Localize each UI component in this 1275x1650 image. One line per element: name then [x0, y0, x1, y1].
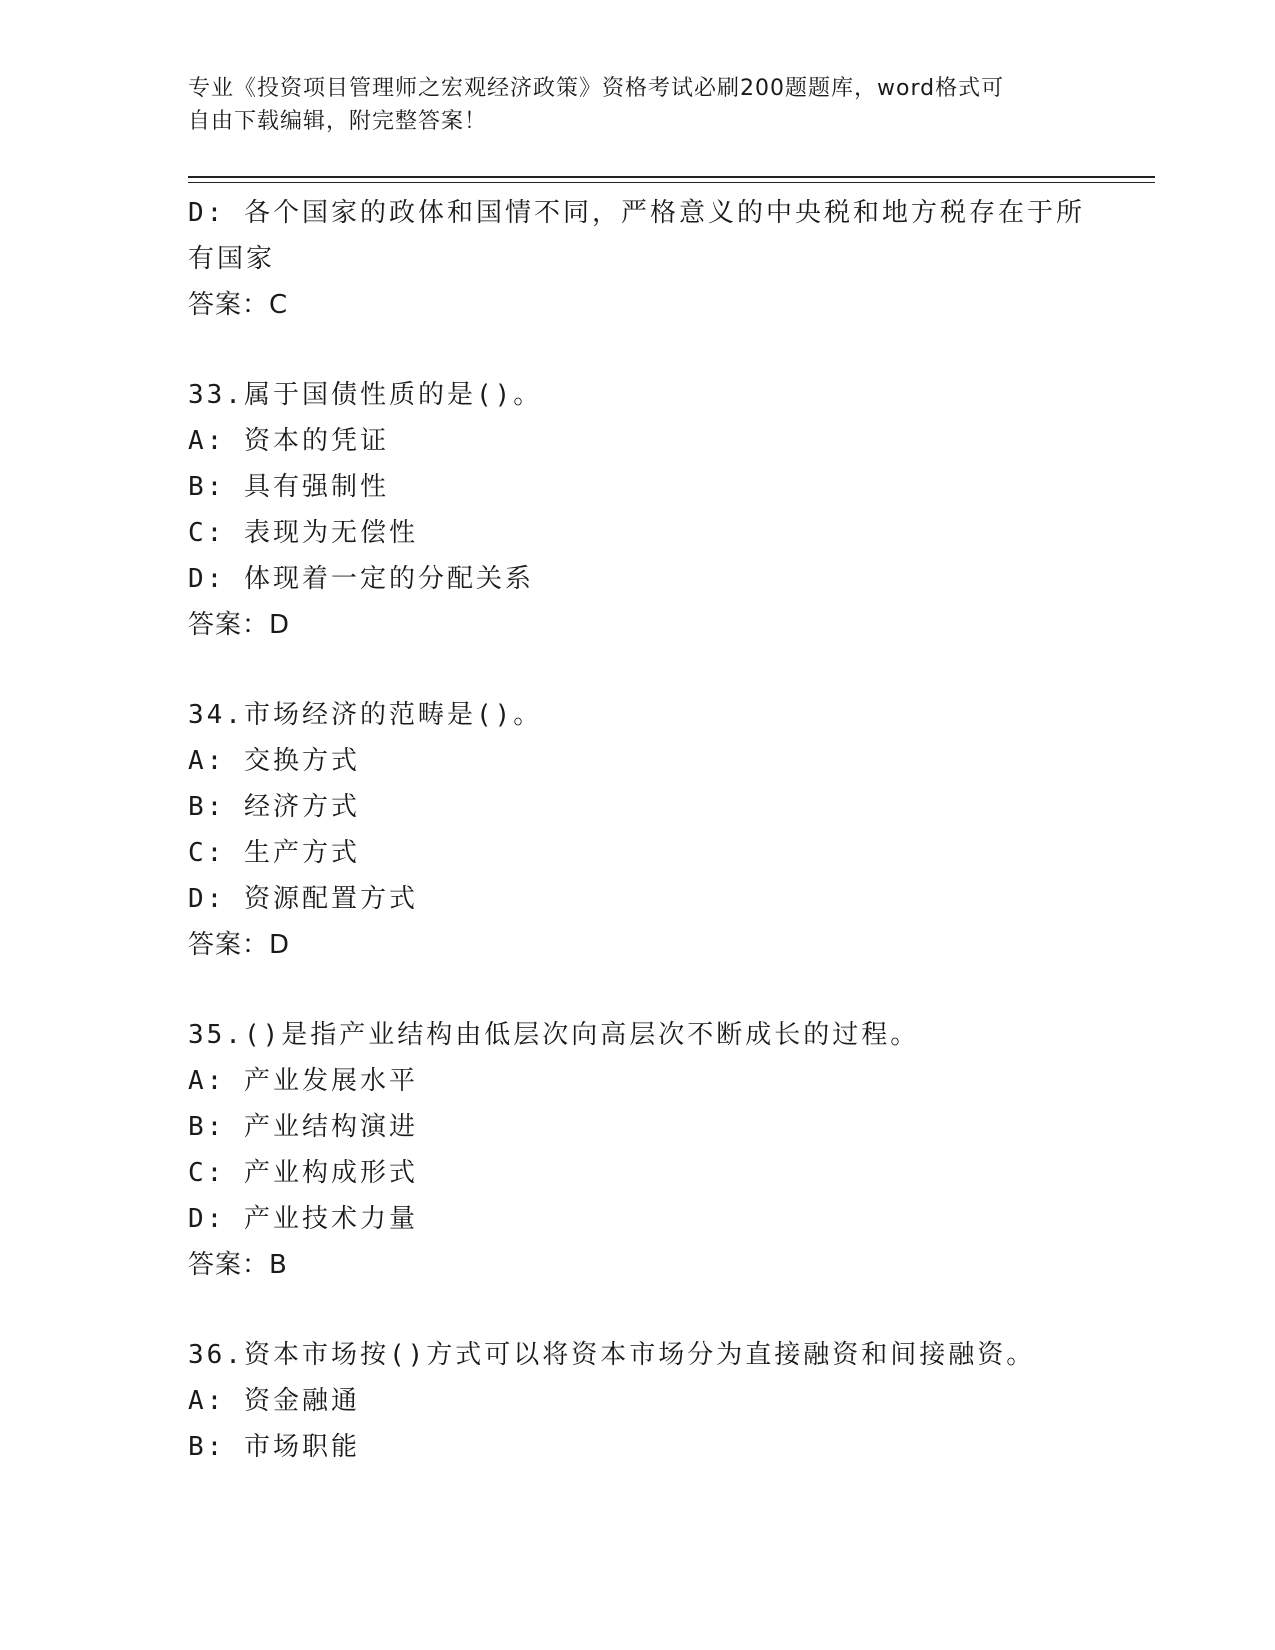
- answer-line: 答案：B: [188, 1250, 288, 1280]
- option-b: B: 产业结构演进: [188, 1112, 418, 1142]
- option-c: C: 产业构成形式: [188, 1158, 418, 1188]
- previous-question-tail: [188, 190, 1088, 328]
- option-a: A: 资金融通: [188, 1386, 360, 1416]
- option-d: D: 资源配置方式: [188, 884, 418, 914]
- header-line-2: 自由下载编辑，附完整答案！: [188, 109, 488, 134]
- question-stem: 34.市场经济的范畴是()。: [188, 700, 543, 730]
- question-36: [188, 1332, 1088, 1470]
- answer-line: 答案：D: [188, 610, 291, 640]
- question-35: [188, 1012, 1088, 1288]
- option-b: B: 市场职能: [188, 1432, 360, 1462]
- header-line-1: 专业《投资项目管理师之宏观经济政策》资格考试必刷200题题库，word格式可: [188, 76, 1005, 101]
- option-a: A: 资本的凭证: [188, 426, 389, 456]
- question-34: [188, 692, 1088, 968]
- option-d: D: 产业技术力量: [188, 1204, 418, 1234]
- option-d: D: 各个国家的政体和国情不同，严格意义的中央税和地方税存在于所: [188, 198, 1085, 228]
- header-divider: [188, 176, 1155, 178]
- option-b: B: 经济方式: [188, 792, 360, 822]
- answer-line: 答案：C: [188, 290, 289, 320]
- question-stem: 36.资本市场按()方式可以将资本市场分为直接融资和间接融资。: [188, 1340, 1036, 1370]
- option-a: A: 交换方式: [188, 746, 360, 776]
- question-stem: 35.()是指产业结构由低层次向高层次不断成长的过程。: [188, 1020, 920, 1050]
- option-b: B: 具有强制性: [188, 472, 389, 502]
- document-header: [188, 72, 1068, 138]
- option-c: C: 生产方式: [188, 838, 360, 868]
- option-d: D: 体现着一定的分配关系: [188, 564, 534, 594]
- option-a: A: 产业发展水平: [188, 1066, 418, 1096]
- option-d-continued: 有国家: [188, 244, 276, 274]
- question-stem: 33.属于国债性质的是()。: [188, 380, 543, 410]
- answer-line: 答案：D: [188, 930, 291, 960]
- question-33: [188, 372, 1088, 648]
- header-divider-thin: [188, 182, 1155, 183]
- document-body: [188, 190, 1088, 1470]
- option-c: C: 表现为无偿性: [188, 518, 418, 548]
